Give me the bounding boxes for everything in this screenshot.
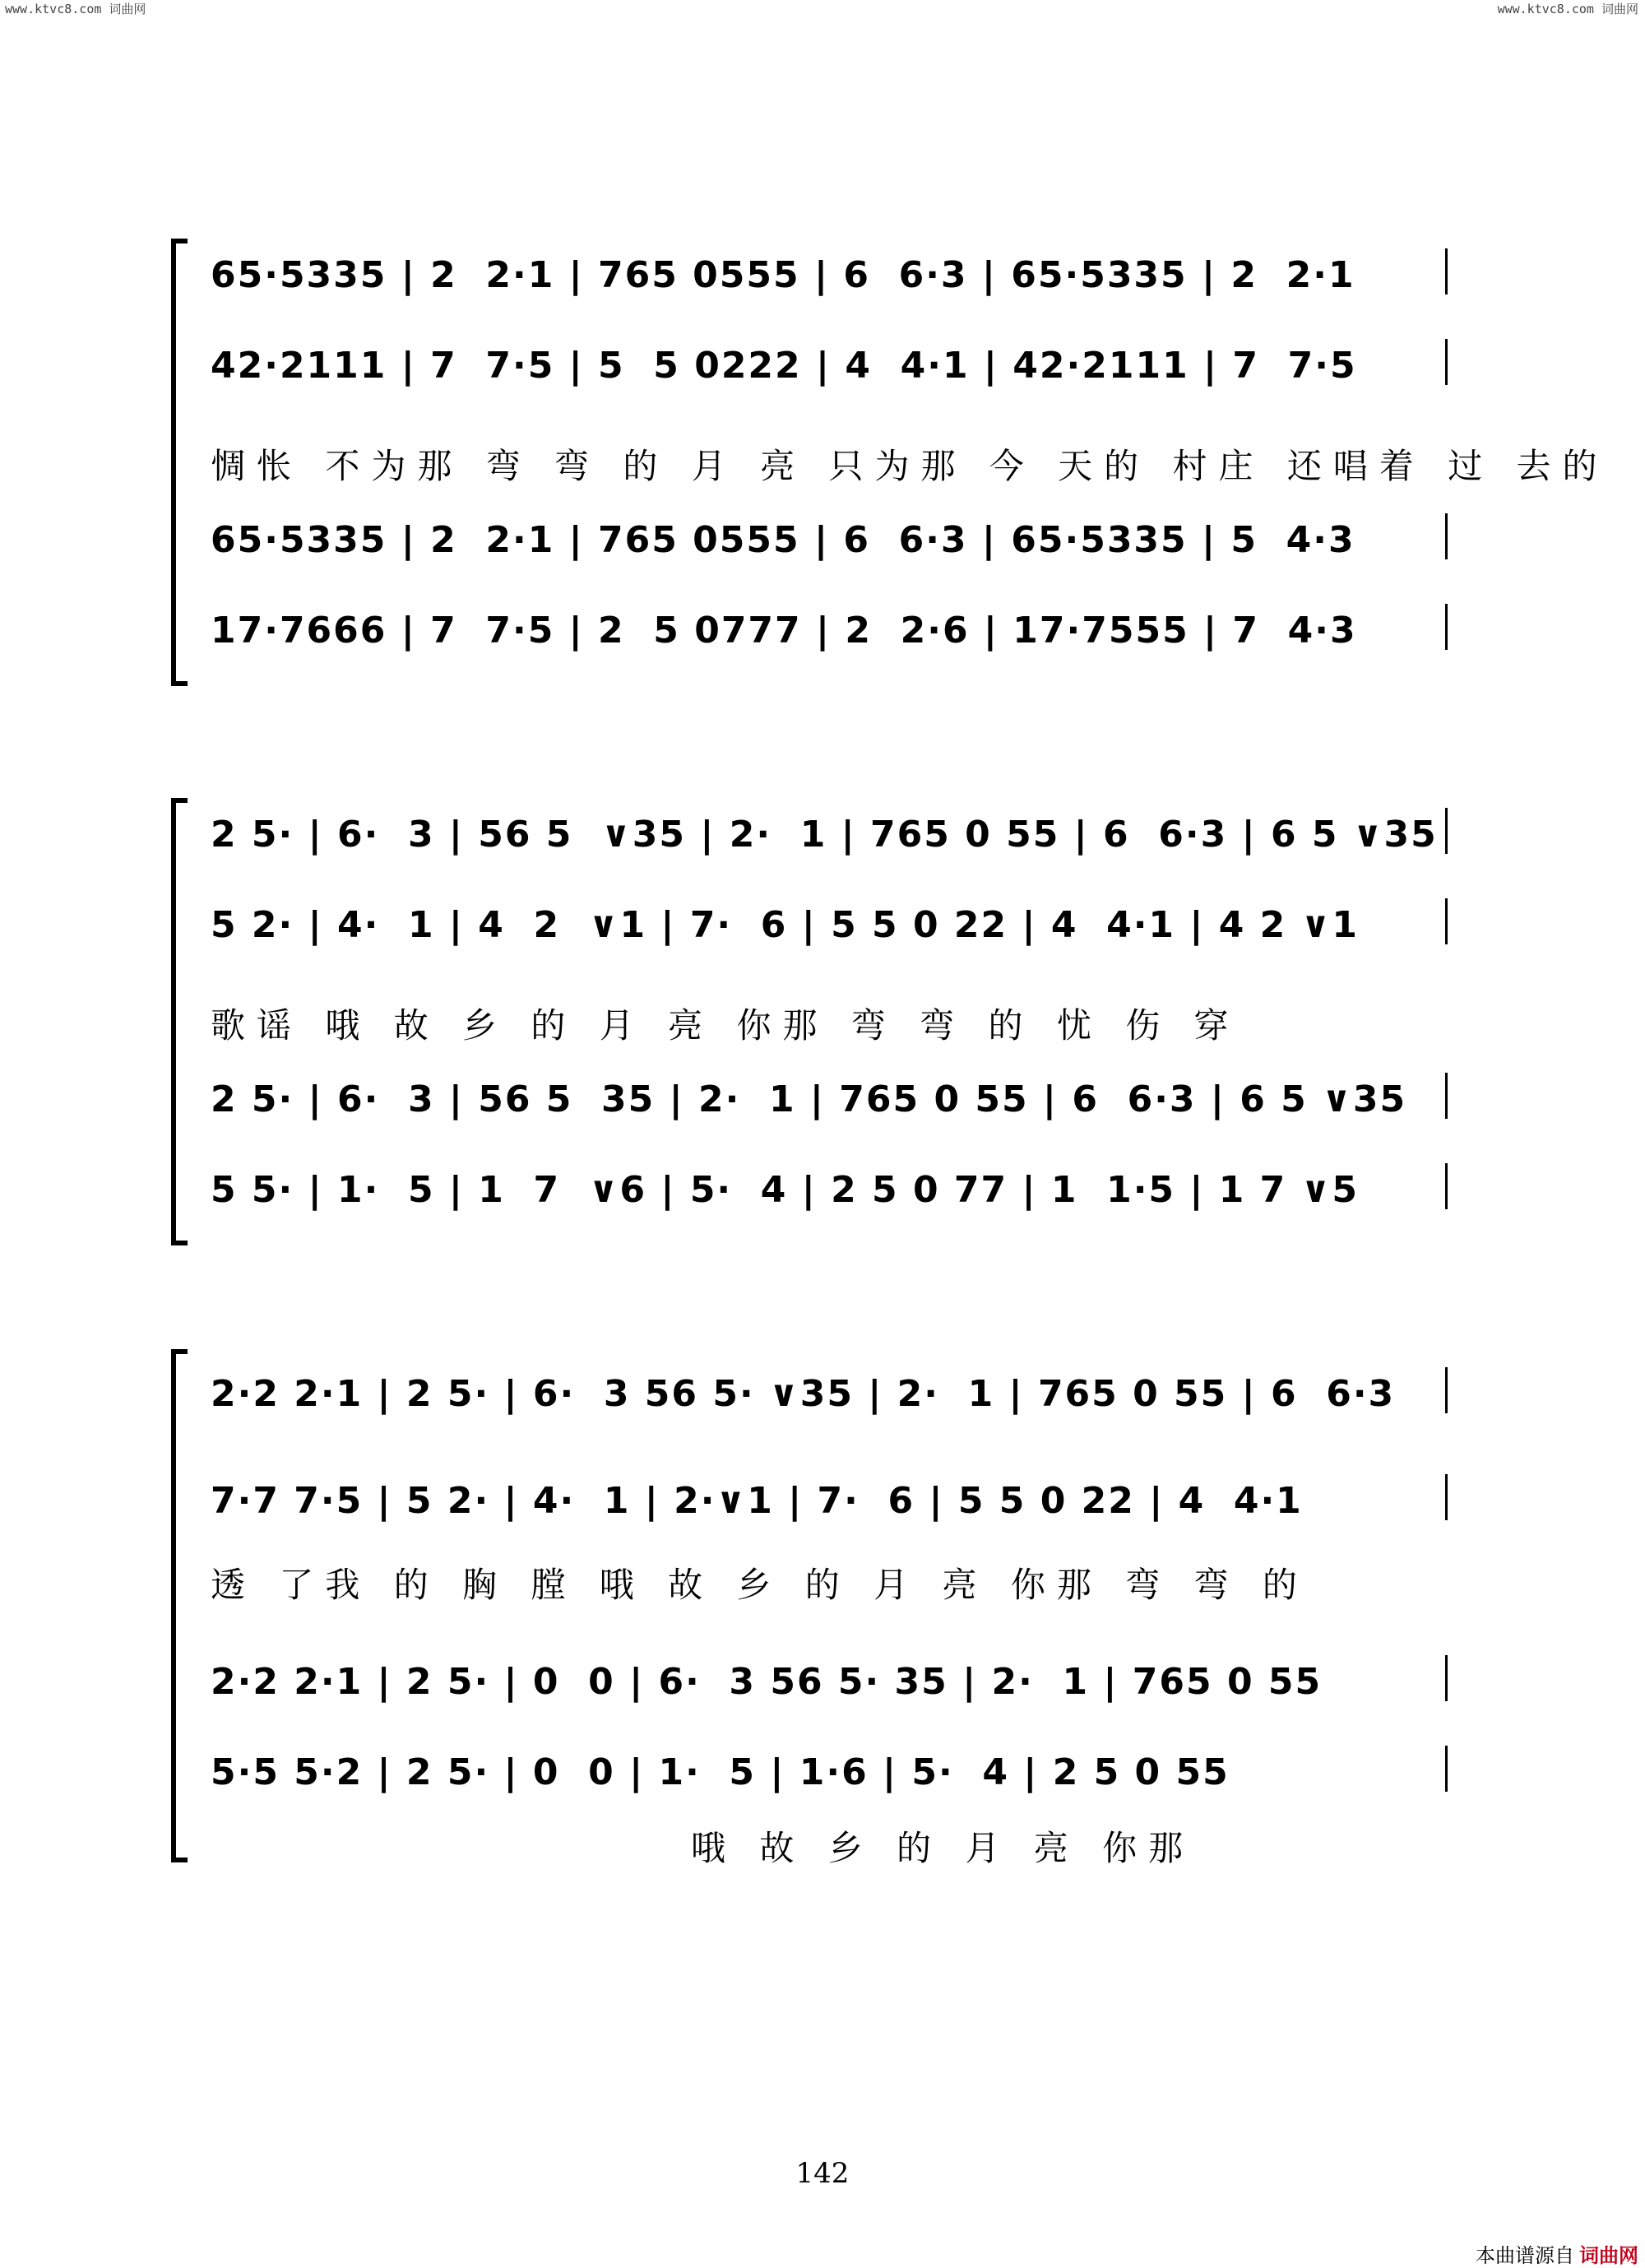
staff-notes: 42·2111 | 7 7·5 | 5 5 0222 | 4 4·1 | 42·2111 | 7 7·5 — [211, 344, 1357, 387]
bar-line — [1445, 513, 1448, 559]
staff-notes: 5 2· | 4· 1 | 4 2 ∨1 | 7· 6 | 5 5 0 22 | 4 4·1 | 4 2 ∨1 — [211, 903, 1359, 946]
header-site-right: www.ktvc8.com 词曲网 — [1497, 2, 1638, 16]
bar-line — [1445, 1073, 1448, 1119]
staff-notes: 2·2 2·1 | 2 5· | 6· 3 56 5· ∨35 | 2· 1 | 765 0 55 | 6 6·3 — [211, 1372, 1396, 1415]
staff-row-4 — [211, 1157, 1448, 1216]
staff-notes: 5 5· | 1· 5 | 1 7 ∨6 | 5· 4 | 2 5 0 77 | 1 1·5 | 1 7 ∨5 — [211, 1168, 1359, 1211]
bar-line — [1445, 1746, 1448, 1792]
score-system-3 — [164, 1343, 1448, 1869]
score-system-2 — [164, 791, 1448, 1252]
staff-notes: 7·7 7·5 | 5 2· | 4· 1 | 2·∨1 | 7· 6 | 5 5 0 22 | 4 4·1 — [211, 1479, 1303, 1522]
staff-notes: 5·5 5·2 | 2 5· | 0 0 | 1· 5 | 1·6 | 5· 4 | 2 5 0 55 — [211, 1751, 1230, 1793]
staff-row-1 — [211, 1361, 1448, 1420]
bar-line — [1445, 1367, 1448, 1413]
bar-line — [1445, 248, 1448, 295]
staff-notes: 2·2 2·1 | 2 5· | 0 0 | 6· 3 56 5· 35 | 2· 1 | 765 0 55 — [211, 1660, 1323, 1703]
system-bracket — [171, 798, 188, 1245]
bar-line — [1445, 898, 1448, 944]
staff-notes: 65·5335 | 2 2·1 | 765 0555 | 6 6·3 | 65·5335 | 5 4·3 — [211, 518, 1355, 561]
staff-row-2 — [211, 332, 1448, 392]
system-bracket — [171, 1349, 188, 1862]
page-number: 142 — [795, 2157, 850, 2190]
score-system-1 — [164, 232, 1609, 693]
staff-row-1 — [211, 801, 1448, 860]
lyrics-line: 惆怅 不为那 弯 弯 的 月 亮 只为那 今 天的 村庄 还唱着 过 去的 — [211, 446, 1609, 486]
lyrics-line-bottom: 哦 故 乡 的 月 亮 你那 — [691, 1828, 1195, 1868]
lyrics-line-top: 透 了我 的 胸 膛 哦 故 乡 的 月 亮 你那 弯 弯 的 — [211, 1565, 1309, 1605]
footer-brand-link[interactable]: 词曲网 — [1579, 2244, 1638, 2267]
bar-line — [1445, 1655, 1448, 1701]
staff-row-4 — [211, 1739, 1448, 1798]
header-site-left: www.ktvc8.com 词曲网 — [5, 2, 146, 16]
staff-row-3 — [211, 1649, 1448, 1708]
footer-credit — [1476, 2239, 1638, 2268]
system-bracket — [171, 239, 188, 686]
staff-notes: 17·7666 | 7 7·5 | 2 5 0777 | 2 2·6 | 17·7555 | 7 4·3 — [211, 609, 1357, 652]
staff-notes: 2 5· | 6· 3 | 56 5 ∨35 | 2· 1 | 765 0 55 | 6 6·3 | 6 5 ∨35 — [211, 813, 1438, 856]
staff-notes: 2 5· | 6· 3 | 56 5 35 | 2· 1 | 765 0 55 | 6 6·3 | 6 5 ∨35 — [211, 1078, 1407, 1120]
bar-line — [1445, 604, 1448, 650]
staff-row-3 — [211, 507, 1448, 566]
bar-line — [1445, 808, 1448, 854]
lyrics-line: 歌谣 哦 故 乡 的 月 亮 你那 弯 弯 的 忧 伤 穿 — [211, 1005, 1240, 1046]
staff-row-1 — [211, 242, 1448, 301]
staff-row-4 — [211, 597, 1448, 656]
staff-notes: 65·5335 | 2 2·1 | 765 0555 | 6 6·3 | 65·5335 | 2 2·1 — [211, 253, 1355, 296]
footer-source-text: 本曲谱源自 — [1476, 2244, 1574, 2267]
staff-row-3 — [211, 1066, 1448, 1125]
bar-line — [1445, 339, 1448, 385]
staff-row-2 — [211, 1468, 1448, 1527]
bar-line — [1445, 1163, 1448, 1209]
bar-line — [1445, 1474, 1448, 1520]
staff-row-2 — [211, 892, 1448, 951]
